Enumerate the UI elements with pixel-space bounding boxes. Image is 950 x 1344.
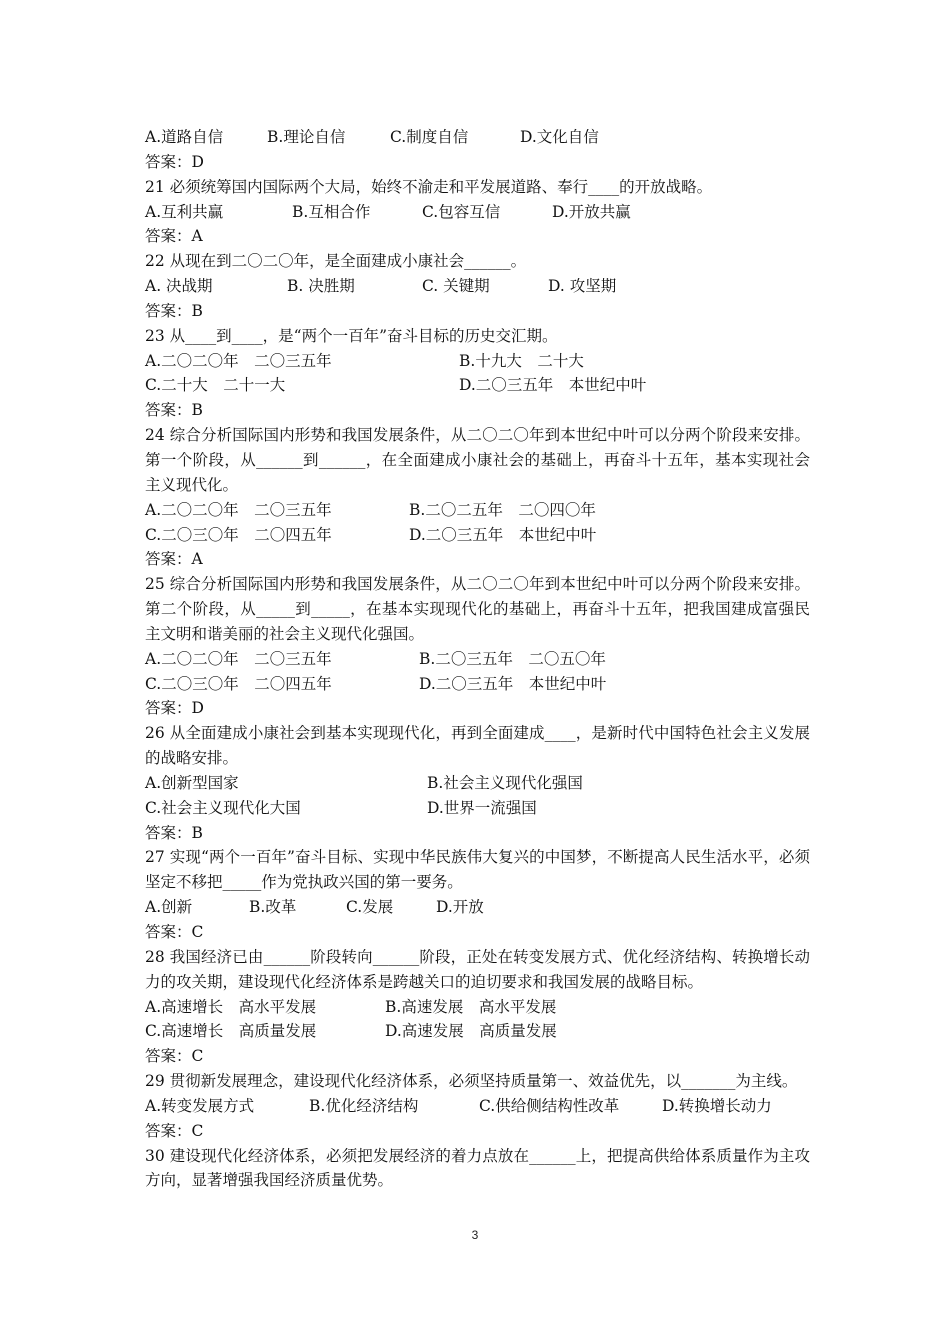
option-a: A.高速增长 高水平发展: [145, 997, 317, 1016]
option-c: C.包容互信: [422, 202, 501, 221]
question-block: [145, 1069, 810, 1144]
options-row: [145, 1094, 810, 1119]
option-d: D. 攻坚期: [548, 277, 617, 296]
option-a: A. 决战期: [145, 277, 213, 296]
question-text: 28 我国经济已由______阶段转向______阶段，正处在转变发展方式、优化经济结构、转换增长动力的攻关期，建设现代化经济体系是跨越关口的迫切要求和我国发展的战略目标。: [145, 947, 810, 991]
option-b: B.二〇三五年 二〇五〇年: [419, 649, 606, 668]
option-a: A.道路自信: [145, 128, 224, 146]
option-c: C.发展: [346, 898, 394, 917]
question-text: 29 贯彻新发展理念，建设现代化经济体系，必须坚持质量第一、效益优先，以_______为主线。: [145, 1072, 798, 1091]
answer-line: 答案：B: [145, 301, 203, 320]
options-row: [145, 771, 810, 796]
question-text: 30 建设现代化经济体系，必须把发展经济的着力点放在______上，把提高供给体系质量作为主攻方向，显著增强我国经济质量优势。: [145, 1146, 810, 1190]
question-block: [145, 423, 810, 572]
option-c: C.二〇三〇年 二〇四五年: [145, 674, 332, 693]
question-list: [145, 125, 810, 1193]
options-row: [145, 1019, 810, 1044]
options-row: [145, 796, 810, 821]
question-block: [145, 721, 810, 845]
options-row: [145, 672, 810, 697]
option-c: C.二〇三〇年 二〇四五年: [145, 525, 332, 544]
question-block: [145, 125, 810, 175]
options-row: [145, 895, 810, 920]
option-d: D.转换增长动力: [662, 1096, 772, 1115]
options-row: [145, 523, 810, 548]
question-block: [145, 324, 810, 423]
question-text: 27 实现“两个一百年”奋斗目标、实现中华民族伟大复兴的中国梦，不断提高人民生活水平，必须坚定不移把_____作为党执政兴国的第一要务。: [145, 848, 810, 892]
option-a: A.创新型国家: [145, 773, 239, 792]
question-text: 25 综合分析国际国内形势和我国发展条件，从二〇二〇年到本世纪中叶可以分两个阶段来安排。第二个阶段，从_____到_____，在基本实现现代化的基础上，再奋斗十五年，把我国建成富强民主文明和谐美丽的社会主义现代化强国。: [145, 575, 810, 643]
question-block: [145, 1144, 810, 1194]
option-b: B.十九大 二十大: [459, 351, 584, 370]
page-number: 3: [471, 1228, 479, 1242]
question-block: [145, 249, 810, 324]
question-block: [145, 845, 810, 944]
option-b: B.高速发展 高水平发展: [385, 997, 557, 1016]
option-c: C.社会主义现代化大国: [145, 798, 301, 817]
question-text: 23 从____到____，是“两个一百年”奋斗目标的历史交汇期。: [145, 326, 558, 345]
options-row: [145, 647, 810, 672]
option-c: C.供给侧结构性改革: [479, 1096, 620, 1115]
option-a: A.二〇二〇年 二〇三五年: [145, 500, 332, 519]
answer-line: 答案：A: [145, 550, 203, 569]
option-d: D.开放共赢: [552, 202, 631, 221]
answer-line: 答案：A: [145, 227, 203, 246]
option-d: D.二〇三五年 本世纪中叶: [459, 376, 647, 395]
question-text: 21 必须统筹国内国际两个大局，始终不渝走和平发展道路、奉行____的开放战略。: [145, 177, 713, 196]
option-c: C. 关键期: [422, 277, 490, 296]
option-d: D.高速发展 高质量发展: [385, 1022, 557, 1041]
options-row: [145, 498, 810, 523]
option-b: B.优化经济结构: [309, 1096, 419, 1115]
question-text: 22 从现在到二〇二〇年，是全面建成小康社会______。: [145, 252, 527, 271]
answer-line: 答案：D: [145, 152, 204, 171]
option-b: B.理论自信: [267, 128, 346, 146]
options-row: [145, 274, 810, 299]
question-block: [145, 572, 810, 721]
option-b: B.互相合作: [292, 202, 371, 221]
answer-line: 答案：B: [145, 823, 203, 842]
option-b: B. 决胜期: [287, 277, 355, 296]
option-d: D.文化自信: [520, 128, 599, 146]
options-row: [145, 995, 810, 1020]
answer-line: 答案：C: [145, 1047, 204, 1066]
option-d: D.开放: [436, 898, 484, 917]
option-d: D.世界一流强国: [427, 798, 537, 817]
question-block: [145, 175, 810, 250]
option-d: D.二〇三五年 本世纪中叶: [419, 674, 607, 693]
question-block: [145, 945, 810, 1069]
answer-line: 答案：C: [145, 1121, 204, 1140]
options-row: [145, 125, 810, 150]
question-text: 26 从全面建成小康社会到基本实现现代化，再到全面建成____，是新时代中国特色社会主义发展的战略安排。: [145, 724, 810, 768]
option-d: D.二〇三五年 本世纪中叶: [409, 525, 597, 544]
option-a: A.转变发展方式: [145, 1096, 255, 1115]
option-b: B.社会主义现代化强国: [427, 773, 583, 792]
option-c: C.二十大 二十一大: [145, 376, 286, 395]
option-c: C.制度自信: [390, 128, 469, 146]
option-a: A.二〇二〇年 二〇三五年: [145, 351, 332, 370]
answer-line: 答案：B: [145, 401, 203, 420]
option-b: B.改革: [249, 898, 297, 917]
question-text: 24 综合分析国际国内形势和我国发展条件，从二〇二〇年到本世纪中叶可以分两个阶段来安排。第一个阶段，从______到______，在全面建成小康社会的基础上，再奋斗十五年，基本实现社会主义现代化。: [145, 426, 810, 494]
option-a: A.创新: [145, 898, 193, 917]
answer-line: 答案：C: [145, 923, 204, 941]
option-c: C.高速增长 高质量发展: [145, 1022, 317, 1041]
options-row: [145, 200, 810, 225]
option-a: A.互利共赢: [145, 202, 224, 221]
options-row: [145, 373, 810, 398]
answer-line: 答案：D: [145, 699, 204, 718]
options-row: [145, 349, 810, 374]
option-a: A.二〇二〇年 二〇三五年: [145, 649, 332, 668]
option-b: B.二〇二五年 二〇四〇年: [409, 500, 596, 519]
